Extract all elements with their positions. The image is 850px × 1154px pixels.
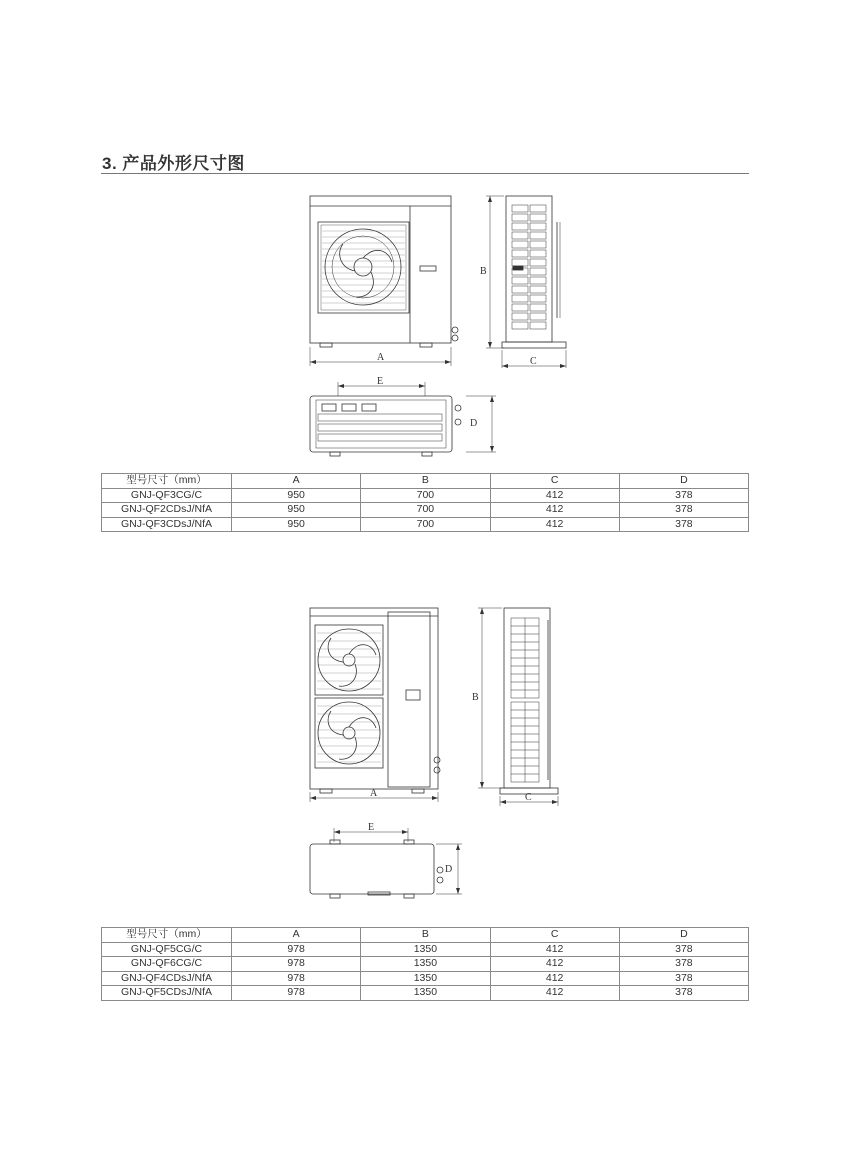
table-row xyxy=(102,517,749,532)
dimension-drawing-double-fan xyxy=(310,608,558,898)
table-cell: 378 xyxy=(619,503,748,518)
top-view-single-fan xyxy=(310,382,496,456)
table-header-cell: A xyxy=(232,474,361,489)
table-row xyxy=(102,957,749,972)
table-row xyxy=(102,503,749,518)
table-cell: 950 xyxy=(232,503,361,518)
table-cell: 1350 xyxy=(361,971,490,986)
spec-table-double-fan xyxy=(101,927,749,1001)
table-row xyxy=(102,488,749,503)
spec-table-single-fan xyxy=(101,473,749,532)
table-cell: 700 xyxy=(361,488,490,503)
model-cell: GNJ-QF5CG/C xyxy=(102,942,232,957)
model-cell: GNJ-QF3CDsJ/NfA xyxy=(102,517,232,532)
table-cell: 378 xyxy=(619,971,748,986)
table-cell: 412 xyxy=(490,942,619,957)
table-header-cell: C xyxy=(490,474,619,489)
table-cell: 1350 xyxy=(361,942,490,957)
table-cell: 978 xyxy=(232,957,361,972)
section-title: 3. 产品外形尺寸图 xyxy=(102,154,245,173)
table-header-cell: B xyxy=(361,474,490,489)
table-cell: 378 xyxy=(619,942,748,957)
table-header-row xyxy=(102,474,749,489)
table-row xyxy=(102,986,749,1001)
table-cell: 412 xyxy=(490,957,619,972)
table-cell: 700 xyxy=(361,517,490,532)
table-cell: 412 xyxy=(490,488,619,503)
table-header-cell: B xyxy=(361,928,490,943)
table-cell: 412 xyxy=(490,503,619,518)
table-row xyxy=(102,942,749,957)
table-cell: 378 xyxy=(619,488,748,503)
table-header-cell: A xyxy=(232,928,361,943)
table-row xyxy=(102,971,749,986)
dim-label-b-2: B xyxy=(472,692,479,703)
model-cell: GNJ-QF5CDsJ/NfA xyxy=(102,986,232,1001)
table-cell: 378 xyxy=(619,517,748,532)
table-cell: 978 xyxy=(232,986,361,1001)
table-cell: 950 xyxy=(232,517,361,532)
dim-label-e: E xyxy=(377,376,384,387)
table-cell: 1350 xyxy=(361,986,490,1001)
table-cell: 412 xyxy=(490,517,619,532)
dim-label-c-2: C xyxy=(525,792,532,803)
dim-label-c: C xyxy=(530,356,537,367)
table-cell: 950 xyxy=(232,488,361,503)
top-view-double-fan xyxy=(310,828,462,898)
table-cell: 700 xyxy=(361,503,490,518)
dim-label-a: A xyxy=(377,352,385,363)
model-cell: GNJ-QF4CDsJ/NfA xyxy=(102,971,232,986)
front-view-single-fan xyxy=(310,196,458,366)
side-view-double-fan xyxy=(478,608,558,806)
table-cell: 412 xyxy=(490,971,619,986)
table-cell: 378 xyxy=(619,957,748,972)
table-cell: 978 xyxy=(232,971,361,986)
table-cell: 978 xyxy=(232,942,361,957)
dim-label-d: D xyxy=(470,418,478,429)
table-header-cell: D xyxy=(619,474,748,489)
table-cell: 1350 xyxy=(361,957,490,972)
table-header-cell: 型号尺寸（mm） xyxy=(102,474,232,489)
model-cell: GNJ-QF3CG/C xyxy=(102,488,232,503)
table-header-cell: 型号尺寸（mm） xyxy=(102,928,232,943)
table-header-cell: C xyxy=(490,928,619,943)
dim-label-b: B xyxy=(480,266,487,277)
dim-label-a-2: A xyxy=(370,788,378,799)
dim-label-d-2: D xyxy=(445,864,453,875)
front-view-double-fan xyxy=(310,608,440,802)
dim-label-e-2: E xyxy=(368,822,375,833)
table-cell: 412 xyxy=(490,986,619,1001)
side-view-single-fan xyxy=(486,196,566,368)
table-header-row xyxy=(102,928,749,943)
table-cell: 378 xyxy=(619,986,748,1001)
table-header-cell: D xyxy=(619,928,748,943)
model-cell: GNJ-QF6CG/C xyxy=(102,957,232,972)
model-cell: GNJ-QF2CDsJ/NfA xyxy=(102,503,232,518)
